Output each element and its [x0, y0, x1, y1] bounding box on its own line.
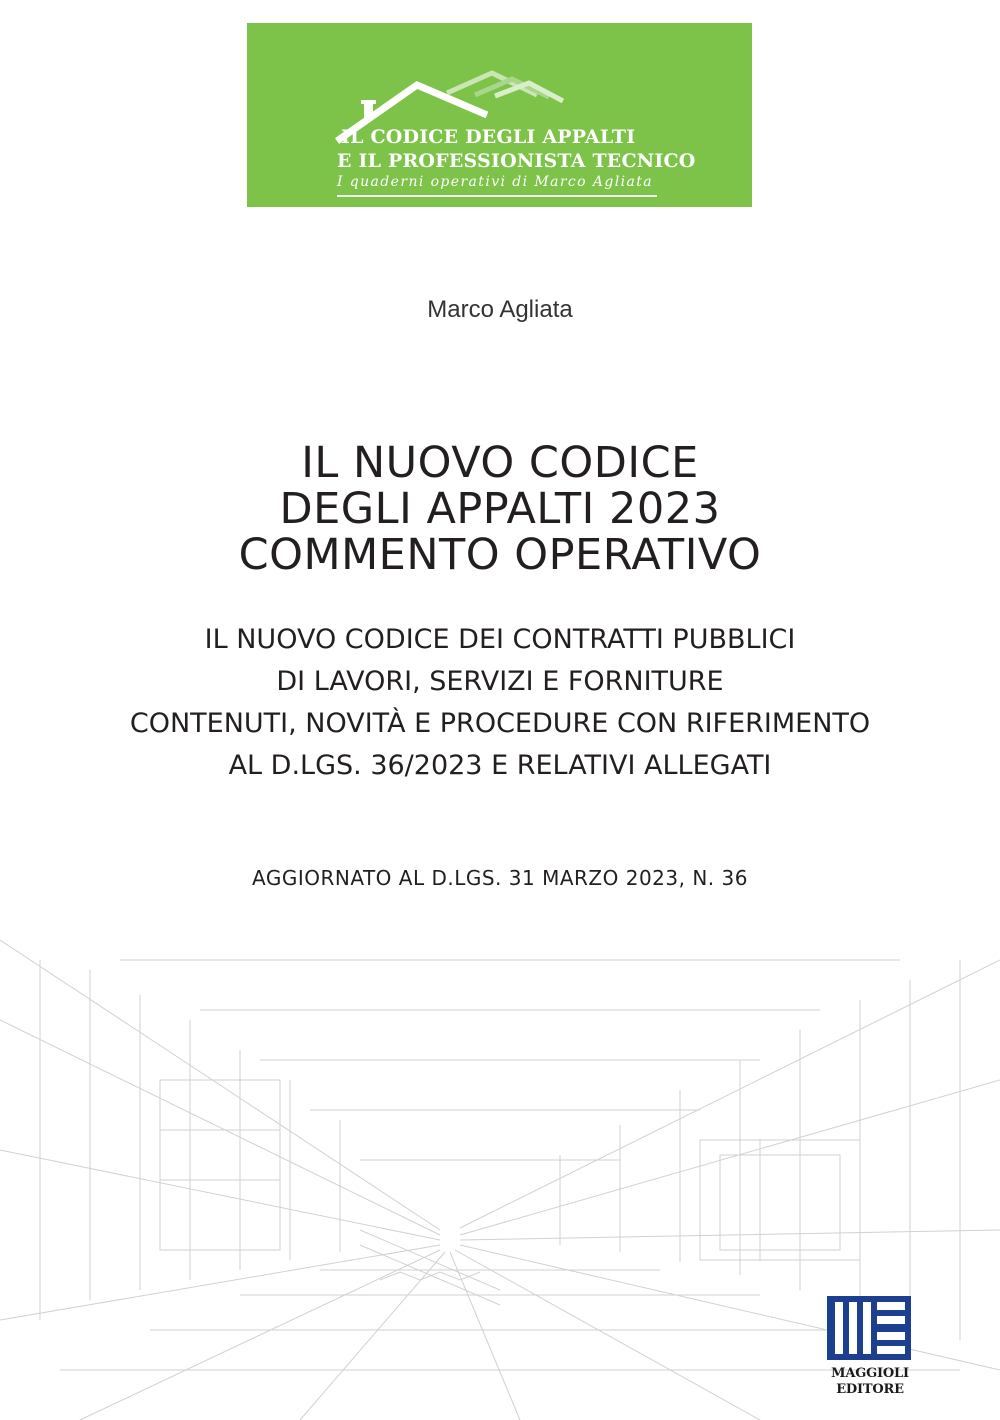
- author-name: Marco Agliata: [427, 296, 573, 323]
- publisher-logo: [824, 1296, 916, 1404]
- maggioli-logo-icon: [827, 1296, 911, 1360]
- series-title-line-2: E IL PROFESSIONISTA TECNICO: [337, 150, 696, 172]
- series-banner: [247, 23, 752, 207]
- subtitle-line: DI LAVORI, SERVIZI E FORNITURE: [276, 666, 724, 697]
- subtitle-line: AL D.LGS. 36/2023 E RELATIVI ALLEGATI: [228, 750, 772, 781]
- subtitle-line: CONTENUTI, NOVITÀ E PROCEDURE CON RIFERIMENTO: [129, 708, 871, 739]
- book-subtitle: [0, 619, 1000, 787]
- series-tagline: I quaderni operativi di Marco Agliata: [337, 174, 653, 190]
- series-title-line-1: IL CODICE DEGLI APPALTI: [341, 126, 636, 148]
- publisher-name-line-2: EDITORE: [836, 1382, 904, 1397]
- update-note: AGGIORNATO AL D.LGS. 31 MARZO 2023, N. 36: [252, 866, 748, 890]
- book-title: [0, 440, 1000, 578]
- book-title-line: IL NUOVO CODICE: [301, 438, 699, 488]
- subtitle-line: IL NUOVO CODICE DEI CONTRATTI PUBBLICI: [204, 624, 796, 655]
- book-title-line: COMMENTO OPERATIVO: [238, 530, 762, 580]
- publisher-name-line-1: MAGGIOLI: [831, 1366, 909, 1381]
- book-title-line: DEGLI APPALTI 2023: [279, 484, 721, 534]
